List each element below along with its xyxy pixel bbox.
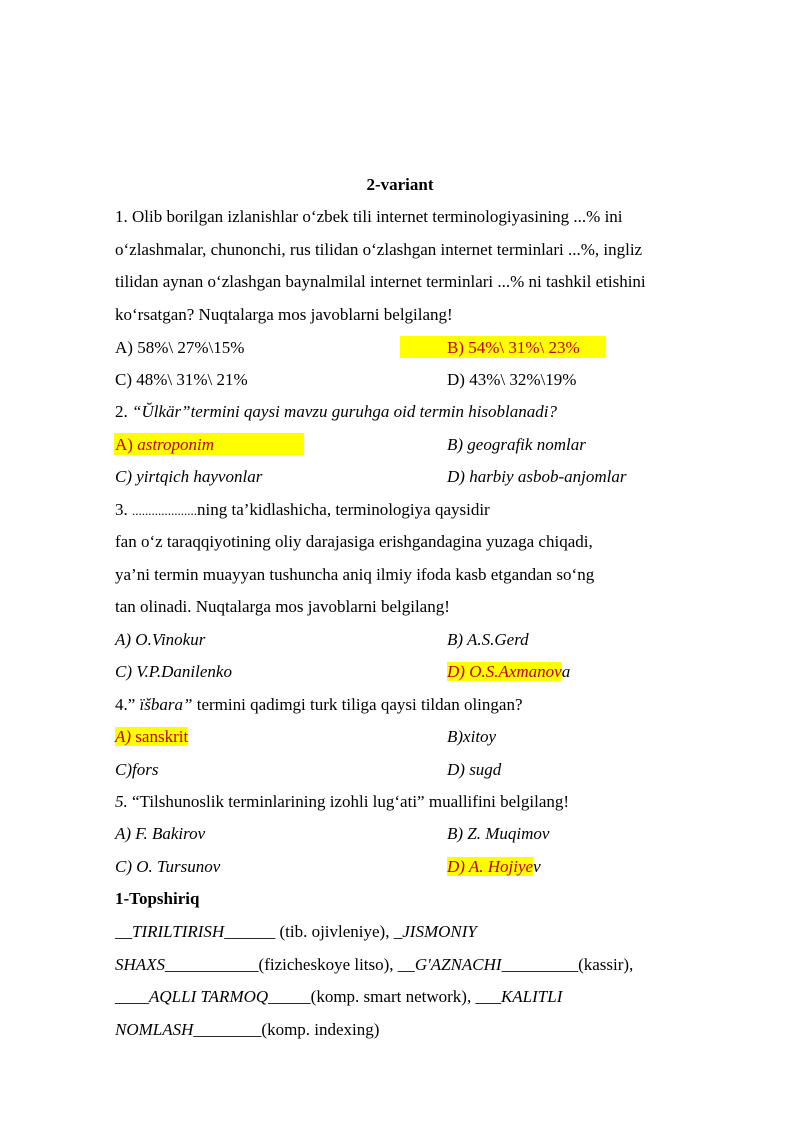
option-letter: A) bbox=[115, 435, 138, 454]
question-4-option-c: C)fors bbox=[115, 760, 159, 779]
task-heading: 1-Topshiriq bbox=[115, 889, 200, 908]
question-1-option-a: A) 58%\ 27%\15% bbox=[115, 338, 245, 357]
question-3-number: 3. bbox=[115, 500, 132, 519]
question-1-option-d: D) 43%\ 32%\19% bbox=[447, 370, 577, 389]
task-line-1 bbox=[115, 922, 477, 942]
translation: (tib. ojivleniye), _ bbox=[275, 922, 403, 941]
question-5-option-a: A) F. Bakirov bbox=[115, 824, 206, 843]
blank: __ bbox=[115, 922, 132, 941]
term: NOMLASH bbox=[115, 1020, 194, 1039]
translation: (komp. smart network), ___ bbox=[310, 987, 501, 1006]
answer-tail: a bbox=[561, 662, 571, 681]
task-line-2 bbox=[115, 955, 633, 975]
term: AQLLI TARMOQ bbox=[149, 987, 269, 1006]
translation: (kassir), bbox=[578, 955, 634, 974]
question-1-line-4: ko‘rsatgan? Nuqtalarga mos javoblarni belgilang! bbox=[115, 305, 453, 324]
question-3-text: ning ta’kidlashicha, terminologiya qaysidir bbox=[197, 500, 490, 519]
question-4-term: ïšbara” bbox=[139, 695, 193, 714]
question-5-text bbox=[115, 792, 569, 812]
blank: _________ bbox=[501, 955, 579, 974]
question-3-line-3: ya’ni termin muayyan tushuncha aniq ilmiy ifoda kasb etgandan so‘ng bbox=[115, 565, 595, 584]
question-1-option-b: B) 54%\ 31%\ 23% bbox=[447, 338, 580, 357]
question-5-option-b: B) Z. Muqimov bbox=[447, 824, 550, 843]
question-3-line-4: tan olinadi. Nuqtalarga mos javoblarni belgilang! bbox=[115, 597, 450, 616]
question-5-option-d bbox=[447, 857, 541, 877]
term: JISMONIY bbox=[402, 922, 477, 941]
question-2-number: 2. bbox=[115, 402, 132, 421]
question-2-option-d: D) harbiy asbob-anjomlar bbox=[447, 467, 627, 486]
term: KALITLI bbox=[500, 987, 563, 1006]
question-2-option-b: B) geografik nomlar bbox=[447, 435, 586, 454]
translation: (komp. indexing) bbox=[261, 1020, 380, 1039]
question-4-number: 4.” bbox=[115, 695, 140, 714]
blank: _____ bbox=[268, 987, 311, 1006]
blank: ____ bbox=[115, 987, 149, 1006]
term: TIRILTIRISH bbox=[132, 922, 225, 941]
term: SHAXS bbox=[115, 955, 166, 974]
question-4-body: termini qadimgi turk tiliga qaysi tildan olingan? bbox=[192, 695, 523, 714]
question-4-option-b: B)xitoy bbox=[447, 727, 497, 746]
question-2-option-a bbox=[115, 435, 214, 455]
translation: (fizicheskoye litso), __ bbox=[258, 955, 415, 974]
question-3-line-1 bbox=[115, 500, 490, 521]
question-2-option-c: C) yirtqich hayvonlar bbox=[115, 467, 263, 486]
term: G'AZNACHI bbox=[414, 955, 502, 974]
question-1-line-2: o‘zlashmalar, chunonchi, rus tilidan o‘zlashgan internet terminlari ...%, ingliz bbox=[115, 240, 643, 259]
question-3-option-b: B) A.S.Gerd bbox=[447, 630, 529, 649]
task-line-4 bbox=[115, 1020, 379, 1040]
question-5-number: 5. bbox=[115, 792, 132, 811]
question-5-option-c: C) O. Tursunov bbox=[115, 857, 221, 876]
highlighted-answer: D) O.S.Axmanov bbox=[447, 662, 562, 681]
blank: ________ bbox=[193, 1020, 262, 1039]
option-letter: A) bbox=[115, 727, 136, 746]
question-3-line-2: fan o‘z taraqqiyotining oliy darajasiga erishgandagina yuzaga chiqadi, bbox=[115, 532, 593, 551]
blank-dots: .................... bbox=[132, 503, 197, 518]
question-4-option-d: D) sugd bbox=[447, 760, 502, 779]
task-line-3 bbox=[115, 987, 562, 1007]
blank: ______ bbox=[224, 922, 276, 941]
option-text: sanskrit bbox=[135, 727, 189, 746]
question-1-line-3: tilidan aynan o‘zlashgan baynalmilal internet terminlari ...% ni tashkil etishini bbox=[115, 272, 646, 291]
question-4-text bbox=[115, 695, 523, 715]
question-3-option-d bbox=[447, 662, 570, 682]
question-1-option-c: C) 48%\ 31%\ 21% bbox=[115, 370, 248, 389]
option-text: astroponim bbox=[137, 435, 215, 454]
question-4-option-a bbox=[115, 727, 188, 747]
question-5-body: “Tilshunoslik terminlarining izohli lug‘ati” muallifini belgilang! bbox=[132, 792, 570, 811]
question-2-body: “Ŭlkär”termini qaysi mavzu guruhga oid termin hisoblanadi? bbox=[132, 402, 558, 421]
question-1-line-1: 1. Olib borilgan izlanishlar o‘zbek tili internet terminologiyasining ...% ini bbox=[115, 207, 623, 226]
question-3-option-a: A) O.Vinokur bbox=[115, 630, 206, 649]
highlighted-answer: D) A. Hojiye bbox=[447, 857, 534, 876]
page-title: 2-variant bbox=[366, 175, 434, 194]
answer-tail: v bbox=[533, 857, 541, 876]
question-2-text bbox=[115, 402, 557, 422]
blank: ___________ bbox=[165, 955, 259, 974]
question-3-option-c: C) V.P.Danilenko bbox=[115, 662, 232, 681]
